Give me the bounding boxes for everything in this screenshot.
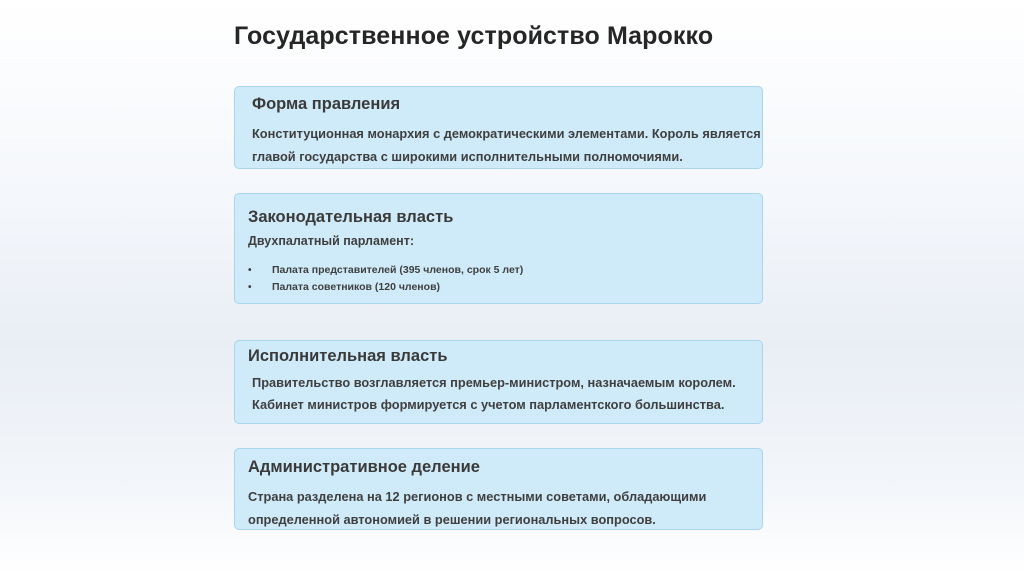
card-text-line: определенной автономией в решении региональных вопросов. [248, 512, 656, 527]
slide-title: Государственное устройство Марокко [234, 22, 714, 50]
card-legislative-power [234, 193, 763, 304]
list-item [248, 262, 523, 279]
bullet-icon: • [248, 282, 252, 293]
card-heading: Форма правления [252, 95, 401, 113]
card-text-line: Правительство возглавляется премьер-министром, назначаемым королем. [252, 375, 736, 390]
card-text-line: Страна разделена на 12 регионов с местными советами, обладающими [248, 489, 707, 504]
card-subheading: Двухпалатный парламент: [248, 234, 414, 248]
card-heading: Административное деление [248, 458, 480, 476]
card-executive-power [234, 340, 763, 424]
card-heading: Исполнительная власть [248, 347, 448, 365]
card-text-line: Кабинет министров формируется с учетом парламентского большинства. [252, 397, 725, 412]
list-item-text: Палата представителей (395 членов, срок 5 лет) [272, 264, 524, 276]
card-text-line: Конституционная монархия с демократическими элементами. Король является [252, 126, 761, 141]
card-administrative-division [234, 448, 763, 530]
card-heading: Законодательная власть [248, 208, 454, 226]
list-item-text: Палата советников (120 членов) [272, 281, 441, 293]
bullet-list [248, 262, 523, 296]
card-government-form [234, 86, 763, 169]
bullet-icon: • [248, 265, 252, 276]
card-text-line: главой государства с широкими исполнительными полномочиями. [252, 149, 683, 164]
list-item [248, 279, 523, 296]
